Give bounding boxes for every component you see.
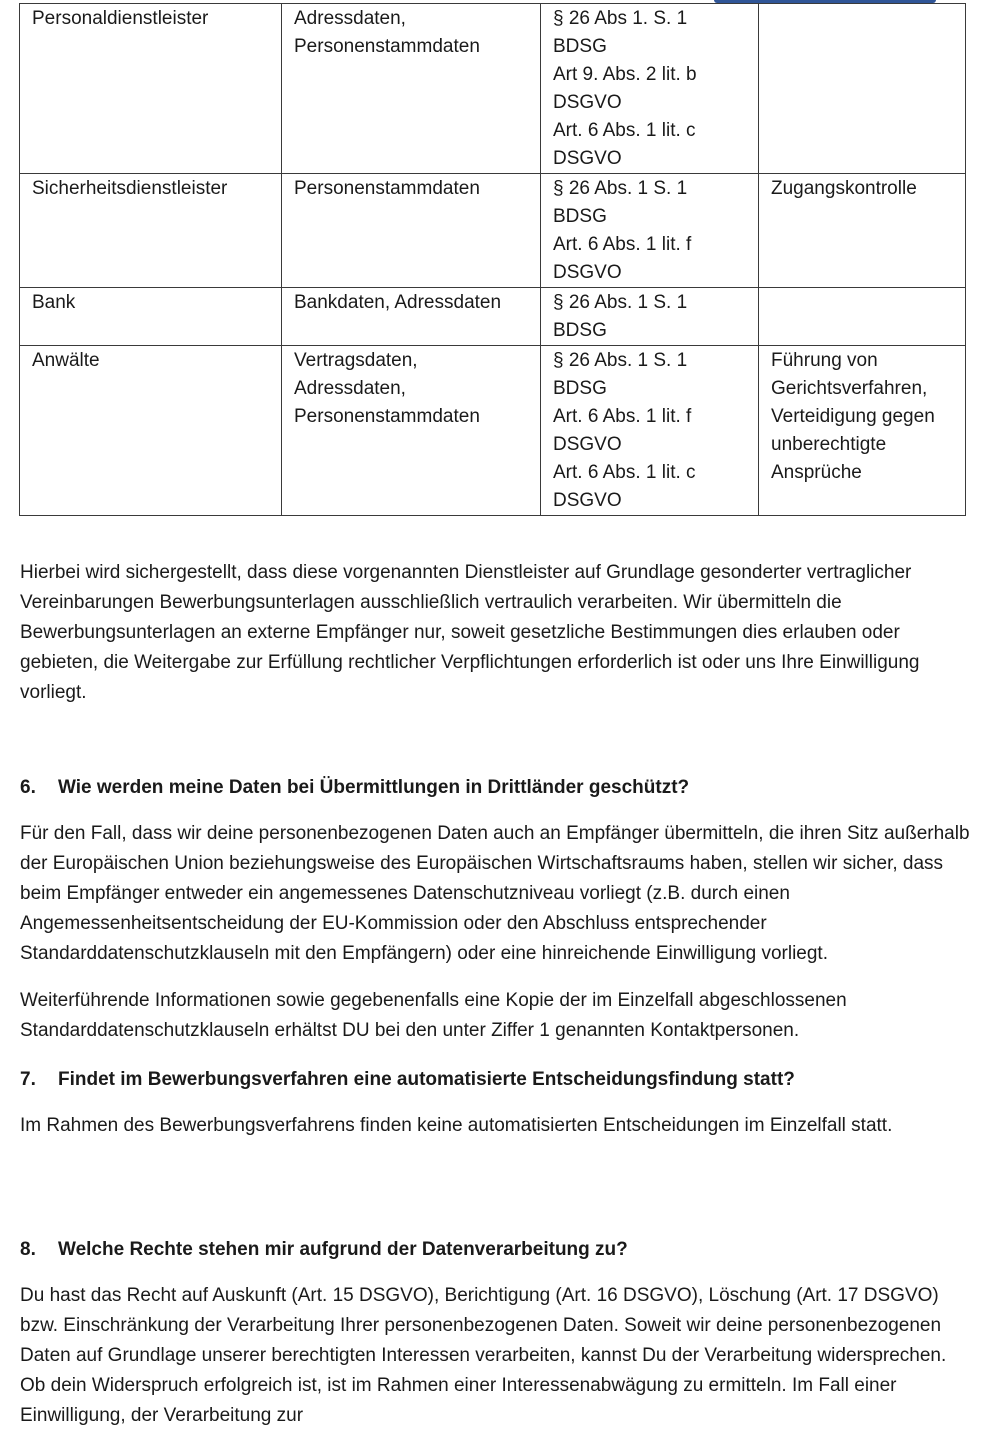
cell-text-line: DSGVO	[553, 490, 622, 511]
paragraph-automated-decisions: Im Rahmen des Bewerbungsverfahrens finden keine automatisierten Entscheidungen im Einzelfall statt.	[20, 1115, 893, 1136]
section-heading-8	[20, 1235, 970, 1265]
recipients-table	[19, 3, 966, 516]
cell-text-line: DSGVO	[553, 262, 622, 283]
section-title: Wie werden meine Daten bei Übermittlungen in Drittländer geschützt?	[58, 777, 690, 798]
cell-text-line: DSGVO	[553, 434, 622, 455]
cell-text-line: BDSG	[553, 36, 607, 57]
section-number: 6.	[20, 777, 36, 798]
cell-text-line: Art. 6 Abs. 1 lit. f	[553, 234, 692, 255]
cell-text-line: Anwälte	[32, 350, 100, 371]
section-heading-7	[20, 1065, 970, 1095]
data-categories-cell	[282, 288, 541, 346]
paragraph-third-country: Für den Fall, dass wir deine personenbezogenen Daten auch an Empfänger übermitteln, die ihren Sitz außerhalb der Europäischen Union beziehungsweise des Europäischen Wirtschaftsraums haben, stellen wir sicher, dass beim Empfänger entweder ein angemessenes Datenschutzniveau vorliegt (z.B. durch einen Angemessenheitsentscheidung der EU-Kommission oder den Abschluss entsprechender Standarddatenschutzklauseln mit den Empfängern) oder eine hinreichende Einwilligung vorliegt.	[20, 823, 970, 964]
cell-text-line: Führung von	[771, 350, 878, 371]
section-title: Welche Rechte stehen mir aufgrund der Datenverarbeitung zu?	[58, 1239, 628, 1260]
paragraph-rights: Du hast das Recht auf Auskunft (Art. 15 DSGVO), Berichtigung (Art. 16 DSGVO), Löschung (Art. 17 DSGVO) bzw. Einschränkung der Verarbeitung Ihrer personenbezogenen Daten. Soweit wir deine personenbezogenen Daten auf Grundlage unserer berechtigten Interessen verarbeiten, kannst Du der Verarbeitung widersprechen. Ob dein Widerspruch erfolgreich ist, ist im Rahmen einer Interessenabwägung zu ermitteln. Im Fall einer Einwilligung, der Verarbeitung zur	[20, 1285, 947, 1426]
cell-text-line: Art. 6 Abs. 1 lit. c	[553, 120, 696, 141]
cell-text-line: Verteidigung gegen	[771, 406, 935, 427]
cell-text-line: Personaldienstleister	[32, 8, 209, 29]
paragraph-further-info: Weiterführende Informationen sowie gegebenenfalls eine Kopie der im Einzelfall abgeschlossenen Standarddatenschutzklauseln erhältst DU bei den unter Ziffer 1 genannten Kontaktpersonen.	[20, 990, 847, 1041]
cell-text-line: § 26 Abs. 1 S. 1	[553, 350, 688, 371]
section-heading-6	[20, 773, 970, 803]
cell-text-line: unberechtigte	[771, 434, 887, 455]
table-row	[20, 288, 966, 346]
cell-text-line: Sicherheitsdienstleister	[32, 178, 228, 199]
purpose-cell	[759, 288, 966, 346]
section-title: Findet im Bewerbungsverfahren eine automatisierte Entscheidungsfindung statt?	[58, 1069, 795, 1090]
cell-text-line: Art. 6 Abs. 1 lit. c	[553, 462, 696, 483]
purpose-cell	[759, 4, 966, 174]
recipient-cell	[20, 346, 282, 516]
cell-text-line: Art. 6 Abs. 1 lit. f	[553, 406, 692, 427]
cell-text-line: Personenstammdaten	[294, 36, 480, 57]
legal-basis-cell	[541, 346, 759, 516]
cell-text-line: BDSG	[553, 378, 607, 399]
legal-basis-cell	[541, 174, 759, 288]
cell-text-line: Personenstammdaten	[294, 406, 480, 427]
cell-text-line: Art 9. Abs. 2 lit. b	[553, 64, 697, 85]
table-row	[20, 346, 966, 516]
data-categories-cell	[282, 346, 541, 516]
section-number: 8.	[20, 1239, 36, 1260]
cell-text-line: § 26 Abs. 1 S. 1	[553, 292, 688, 313]
cell-text-line: Bank	[32, 292, 76, 313]
section-number: 7.	[20, 1069, 36, 1090]
table-row	[20, 174, 966, 288]
cell-text-line: Bankdaten, Adressdaten	[294, 292, 502, 313]
cell-text-line: § 26 Abs. 1 S. 1	[553, 178, 688, 199]
cell-text-line: Vertragsdaten,	[294, 350, 418, 371]
recipient-cell	[20, 288, 282, 346]
cell-text-line: Personenstammdaten	[294, 178, 480, 199]
cell-text-line: Ansprüche	[771, 462, 862, 483]
legal-basis-cell	[541, 4, 759, 174]
cell-text-line: § 26 Abs 1. S. 1	[553, 8, 688, 29]
paragraph-service-providers: Hierbei wird sichergestellt, dass diese vorgenannten Dienstleister auf Grundlage gesonderter vertraglicher Vereinbarungen Bewerbungsunterlagen ausschließlich vertraulich verarbeiten. Wir übermitteln die Bewerbungsunterlagen an externe Empfänger nur, soweit gesetzliche Bestimmungen dies erlauben oder gebieten, die Weitergabe zur Erfüllung rechtlicher Verpflichtungen erforderlich ist oder uns Ihre Einwilligung vorliegt.	[20, 562, 920, 703]
cell-text-line: Zugangskontrolle	[771, 178, 917, 199]
purpose-cell	[759, 346, 966, 516]
cell-text-line: Adressdaten,	[294, 378, 406, 399]
cell-text-line: BDSG	[553, 206, 607, 227]
cell-text-line: DSGVO	[553, 148, 622, 169]
purpose-cell	[759, 174, 966, 288]
data-categories-cell	[282, 4, 541, 174]
cell-text-line: Gerichtsverfahren,	[771, 378, 928, 399]
legal-basis-cell	[541, 288, 759, 346]
recipient-cell	[20, 4, 282, 174]
table-row	[20, 4, 966, 174]
recipient-cell	[20, 174, 282, 288]
cell-text-line: BDSG	[553, 320, 607, 341]
data-categories-cell	[282, 174, 541, 288]
cell-text-line: Adressdaten,	[294, 8, 406, 29]
cell-text-line: DSGVO	[553, 92, 622, 113]
